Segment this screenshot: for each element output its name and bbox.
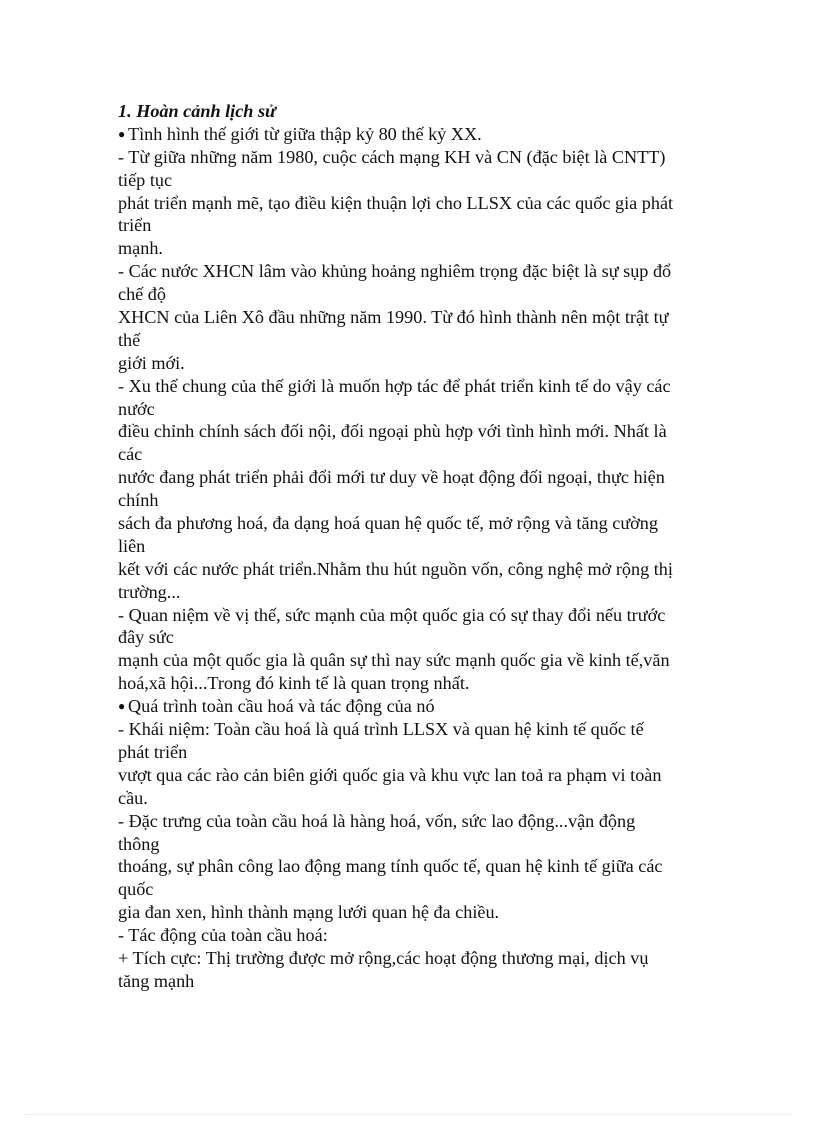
line-text: thông bbox=[118, 833, 160, 854]
text-line bbox=[118, 214, 698, 237]
document-body bbox=[118, 100, 698, 993]
text-line bbox=[118, 878, 698, 901]
line-text: trường... bbox=[118, 581, 181, 602]
line-text: - Khái niệm: Toàn cầu hoá là quá trình LLSX và quan hệ kinh tế quốc tế bbox=[118, 719, 644, 740]
text-line bbox=[118, 947, 698, 970]
text-line bbox=[118, 970, 698, 993]
line-text: triển bbox=[118, 215, 152, 236]
text-line bbox=[118, 672, 698, 695]
text-line bbox=[118, 306, 698, 329]
bullet-icon: ● bbox=[118, 699, 126, 714]
text-line bbox=[118, 192, 698, 215]
text-line bbox=[118, 443, 698, 466]
line-text: chính bbox=[118, 490, 159, 511]
line-text: + Tích cực: Thị trường được mở rộng,các hoạt động thương mại, dịch vụ bbox=[118, 947, 649, 968]
line-text: mạnh. bbox=[118, 238, 163, 259]
line-text: mạnh của một quốc gia là quân sự thì nay sức mạnh quốc gia về kinh tế,văn bbox=[118, 650, 670, 671]
text-line bbox=[118, 260, 698, 283]
line-text: phát triển bbox=[118, 741, 188, 762]
line-text: vượt qua các rào cản biên giới quốc gia và khu vực lan toả ra phạm vi toàn bbox=[118, 764, 662, 785]
text-line bbox=[118, 146, 698, 169]
line-text: - Quan niệm về vị thế, sức mạnh của một quốc gia có sự thay đổi nếu trước bbox=[118, 604, 666, 625]
text-line bbox=[118, 283, 698, 306]
line-text: thế bbox=[118, 329, 141, 350]
text-line bbox=[118, 466, 698, 489]
text-line bbox=[118, 420, 698, 443]
text-line bbox=[118, 398, 698, 421]
text-line bbox=[118, 352, 698, 375]
line-text: - Xu thế chung của thế giới là muốn hợp tác để phát triển kinh tế do vậy các bbox=[118, 375, 671, 396]
text-line bbox=[118, 833, 698, 856]
text-line bbox=[118, 741, 698, 764]
text-line bbox=[118, 375, 698, 398]
line-text: phát triển mạnh mẽ, tạo điều kiện thuận lợi cho LLSX của các quốc gia phát bbox=[118, 192, 674, 213]
line-text: chế độ bbox=[118, 284, 166, 305]
line-text: các bbox=[118, 444, 143, 465]
text-line bbox=[118, 855, 698, 878]
bullet-icon: ● bbox=[118, 126, 126, 141]
page-footer-rule bbox=[24, 1114, 792, 1115]
line-text: nước đang phát triển phải đổi mới tư duy về hoạt động đối ngoại, thực hiện bbox=[118, 467, 665, 488]
text-line bbox=[118, 901, 698, 924]
line-text: - Các nước XHCN lâm vào khủng hoảng nghiêm trọng đặc biệt là sự sụp đổ bbox=[118, 261, 672, 282]
text-line bbox=[118, 604, 698, 627]
line-text: liên bbox=[118, 535, 146, 556]
line-text: Tình hình thế giới từ giữa thập kỷ 80 thế kỷ XX. bbox=[128, 123, 482, 144]
text-line bbox=[118, 718, 698, 741]
line-text: giới mới. bbox=[118, 352, 185, 373]
section-heading: 1. Hoàn cảnh lịch sử bbox=[118, 101, 276, 121]
line-text: Quá trình toàn cầu hoá và tác động của nó bbox=[128, 696, 435, 717]
text-line bbox=[118, 512, 698, 535]
line-text: cầu. bbox=[118, 787, 148, 808]
text-line bbox=[118, 237, 698, 260]
text-line bbox=[118, 764, 698, 787]
line-text: gia đan xen, hình thành mạng lưới quan hệ đa chiều. bbox=[118, 902, 500, 923]
text-line bbox=[118, 535, 698, 558]
line-text: hoá,xã hội...Trong đó kinh tế là quan trọng nhất. bbox=[118, 673, 470, 694]
text-line bbox=[118, 626, 698, 649]
line-text: tăng mạnh bbox=[118, 970, 195, 991]
text-line bbox=[118, 810, 698, 833]
line-text: XHCN của Liên Xô đầu những năm 1990. Từ đó hình thành nên một trật tự bbox=[118, 307, 669, 328]
line-text: điều chỉnh chính sách đối nội, đối ngoại phù hợp với tình hình mới. Nhất là bbox=[118, 421, 667, 442]
text-line bbox=[118, 169, 698, 192]
bullet-line bbox=[118, 695, 698, 718]
text-line bbox=[118, 924, 698, 947]
line-text: kết với các nước phát triển.Nhằm thu hút nguồn vốn, công nghệ mở rộng thị bbox=[118, 558, 673, 579]
line-text: đây sức bbox=[118, 627, 174, 648]
line-text: sách đa phương hoá, đa dạng hoá quan hệ quốc tế, mở rộng và tăng cường bbox=[118, 513, 658, 534]
text-line bbox=[118, 329, 698, 352]
line-text: - Tác động của toàn cầu hoá: bbox=[118, 925, 328, 946]
line-text: - Đặc trưng của toàn cầu hoá là hàng hoá, vốn, sức lao động...vận động bbox=[118, 810, 636, 831]
bullet-line bbox=[118, 123, 698, 146]
text-line bbox=[118, 649, 698, 672]
text-line bbox=[118, 581, 698, 604]
line-text: tiếp tục bbox=[118, 169, 173, 190]
text-line bbox=[118, 558, 698, 581]
line-text: nước bbox=[118, 398, 155, 419]
paragraph-lines bbox=[118, 123, 698, 993]
text-line bbox=[118, 489, 698, 512]
line-text: quốc bbox=[118, 879, 154, 900]
line-text: - Từ giữa những năm 1980, cuộc cách mạng KH và CN (đặc biệt là CNTT) bbox=[118, 146, 666, 167]
text-line bbox=[118, 787, 698, 810]
line-text: thoáng, sự phân công lao động mang tính quốc tế, quan hệ kinh tế giữa các bbox=[118, 856, 663, 877]
